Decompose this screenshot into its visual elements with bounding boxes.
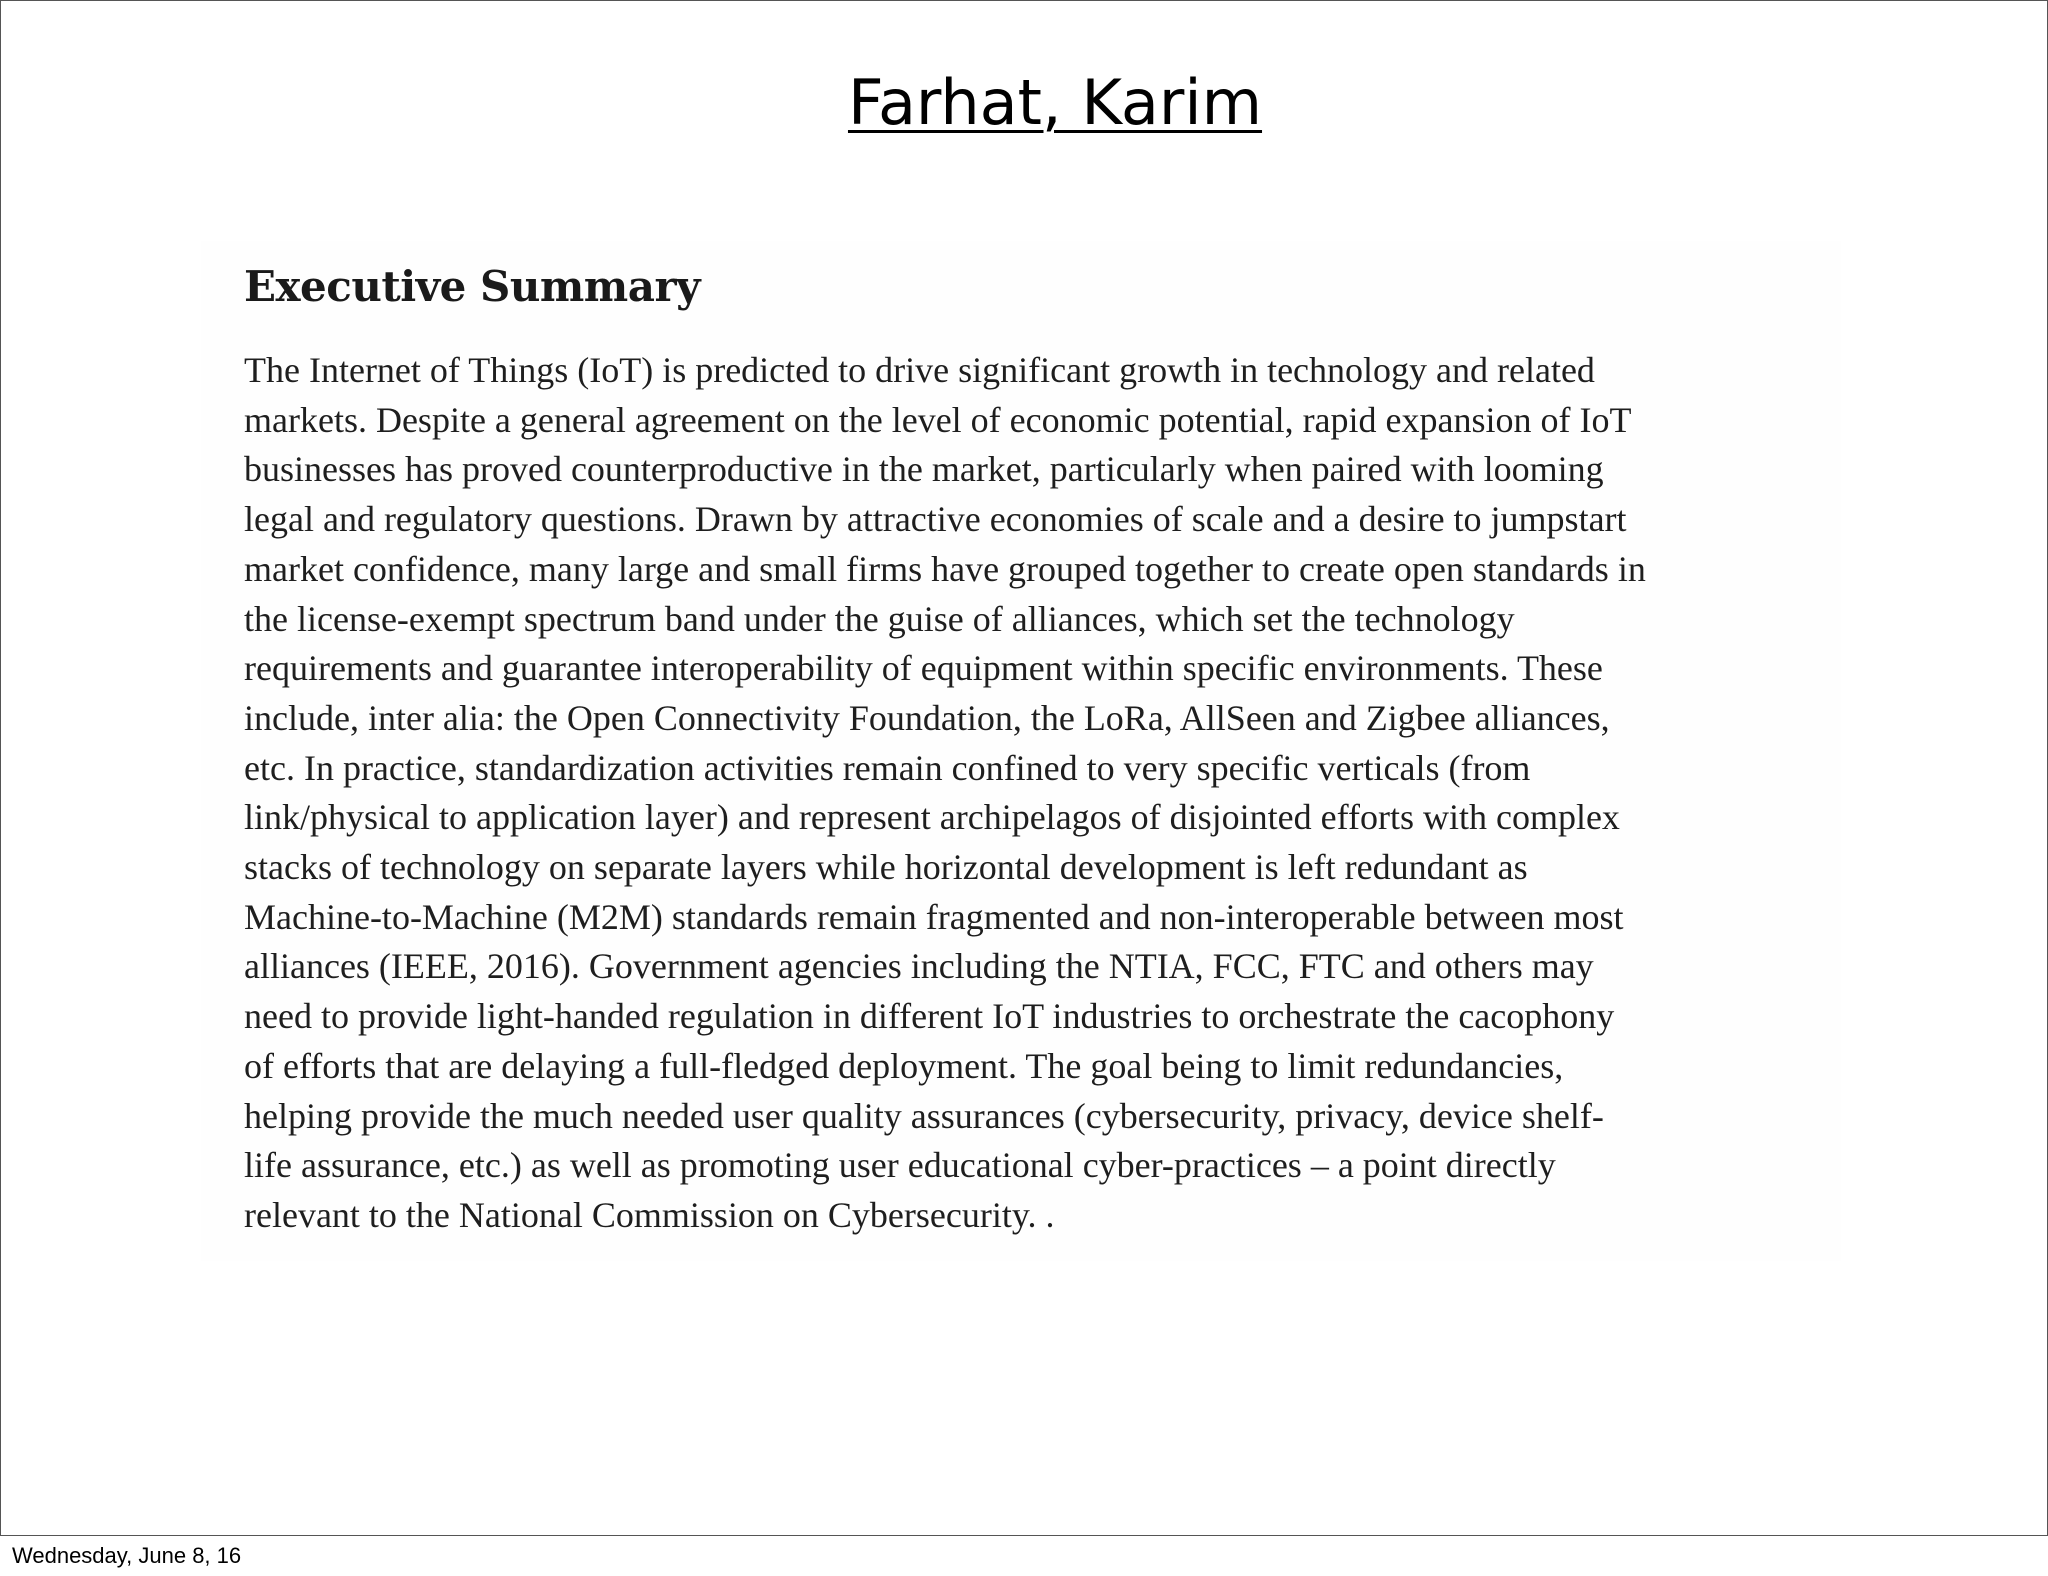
document-line: etc. In practice, standardization activities remain confined to very specific verticals (from	[244, 747, 1531, 788]
document-line: markets. Despite a general agreement on the level of economic potential, rapid expansion of IoT	[244, 399, 1632, 440]
document-line: include, inter alia: the Open Connectivity Foundation, the LoRa, AllSeen and Zigbee alliances,	[244, 697, 1610, 738]
document-line: of efforts that are delaying a full-fledged deployment. The goal being to limit redundancies,	[244, 1045, 1564, 1086]
document-heading: Executive Summary	[244, 262, 700, 311]
document-line: life assurance, etc.) as well as promoting user educational cyber-practices – a point directly	[244, 1145, 1556, 1186]
document-line: Machine-to-Machine (M2M) standards remain fragmented and non-interoperable between most	[244, 896, 1624, 937]
footer-date: Wednesday, June 8, 16	[12, 1543, 242, 1568]
document-line: market confidence, many large and small firms have grouped together to create open standards in	[244, 548, 1646, 589]
document-line: helping provide the much needed user quality assurances (cybersecurity, privacy, device shelf-	[244, 1095, 1604, 1136]
document-line: stacks of technology on separate layers while horizontal development is left redundant as	[244, 847, 1528, 888]
document-body	[244, 346, 1804, 1241]
slide-title-text: Farhat, Karim	[847, 66, 1263, 139]
document-line: relevant to the National Commission on Cybersecurity. .	[244, 1194, 1055, 1235]
document-line: businesses has proved counterproductive in the market, particularly when paired with looming	[244, 449, 1604, 490]
document-line: requirements and guarantee interoperability of equipment within specific environments. These	[244, 648, 1603, 689]
document-line: the license-exempt spectrum band under the guise of alliances, which set the technology	[244, 598, 1515, 639]
document-line: need to provide light-handed regulation in different IoT industries to orchestrate the cacophony	[244, 996, 1615, 1037]
document-line: The Internet of Things (IoT) is predicted to drive significant growth in technology and related	[244, 350, 1595, 390]
document-line: alliances (IEEE, 2016). Government agencies including the NTIA, FCC, FTC and others may	[244, 946, 1594, 987]
document-line: legal and regulatory questions. Drawn by attractive economies of scale and a desire to jumpstart	[244, 499, 1627, 540]
slide-title	[1, 63, 2048, 143]
document-line: link/physical to application layer) and represent archipelagos of disjointed efforts with complex	[244, 797, 1620, 838]
